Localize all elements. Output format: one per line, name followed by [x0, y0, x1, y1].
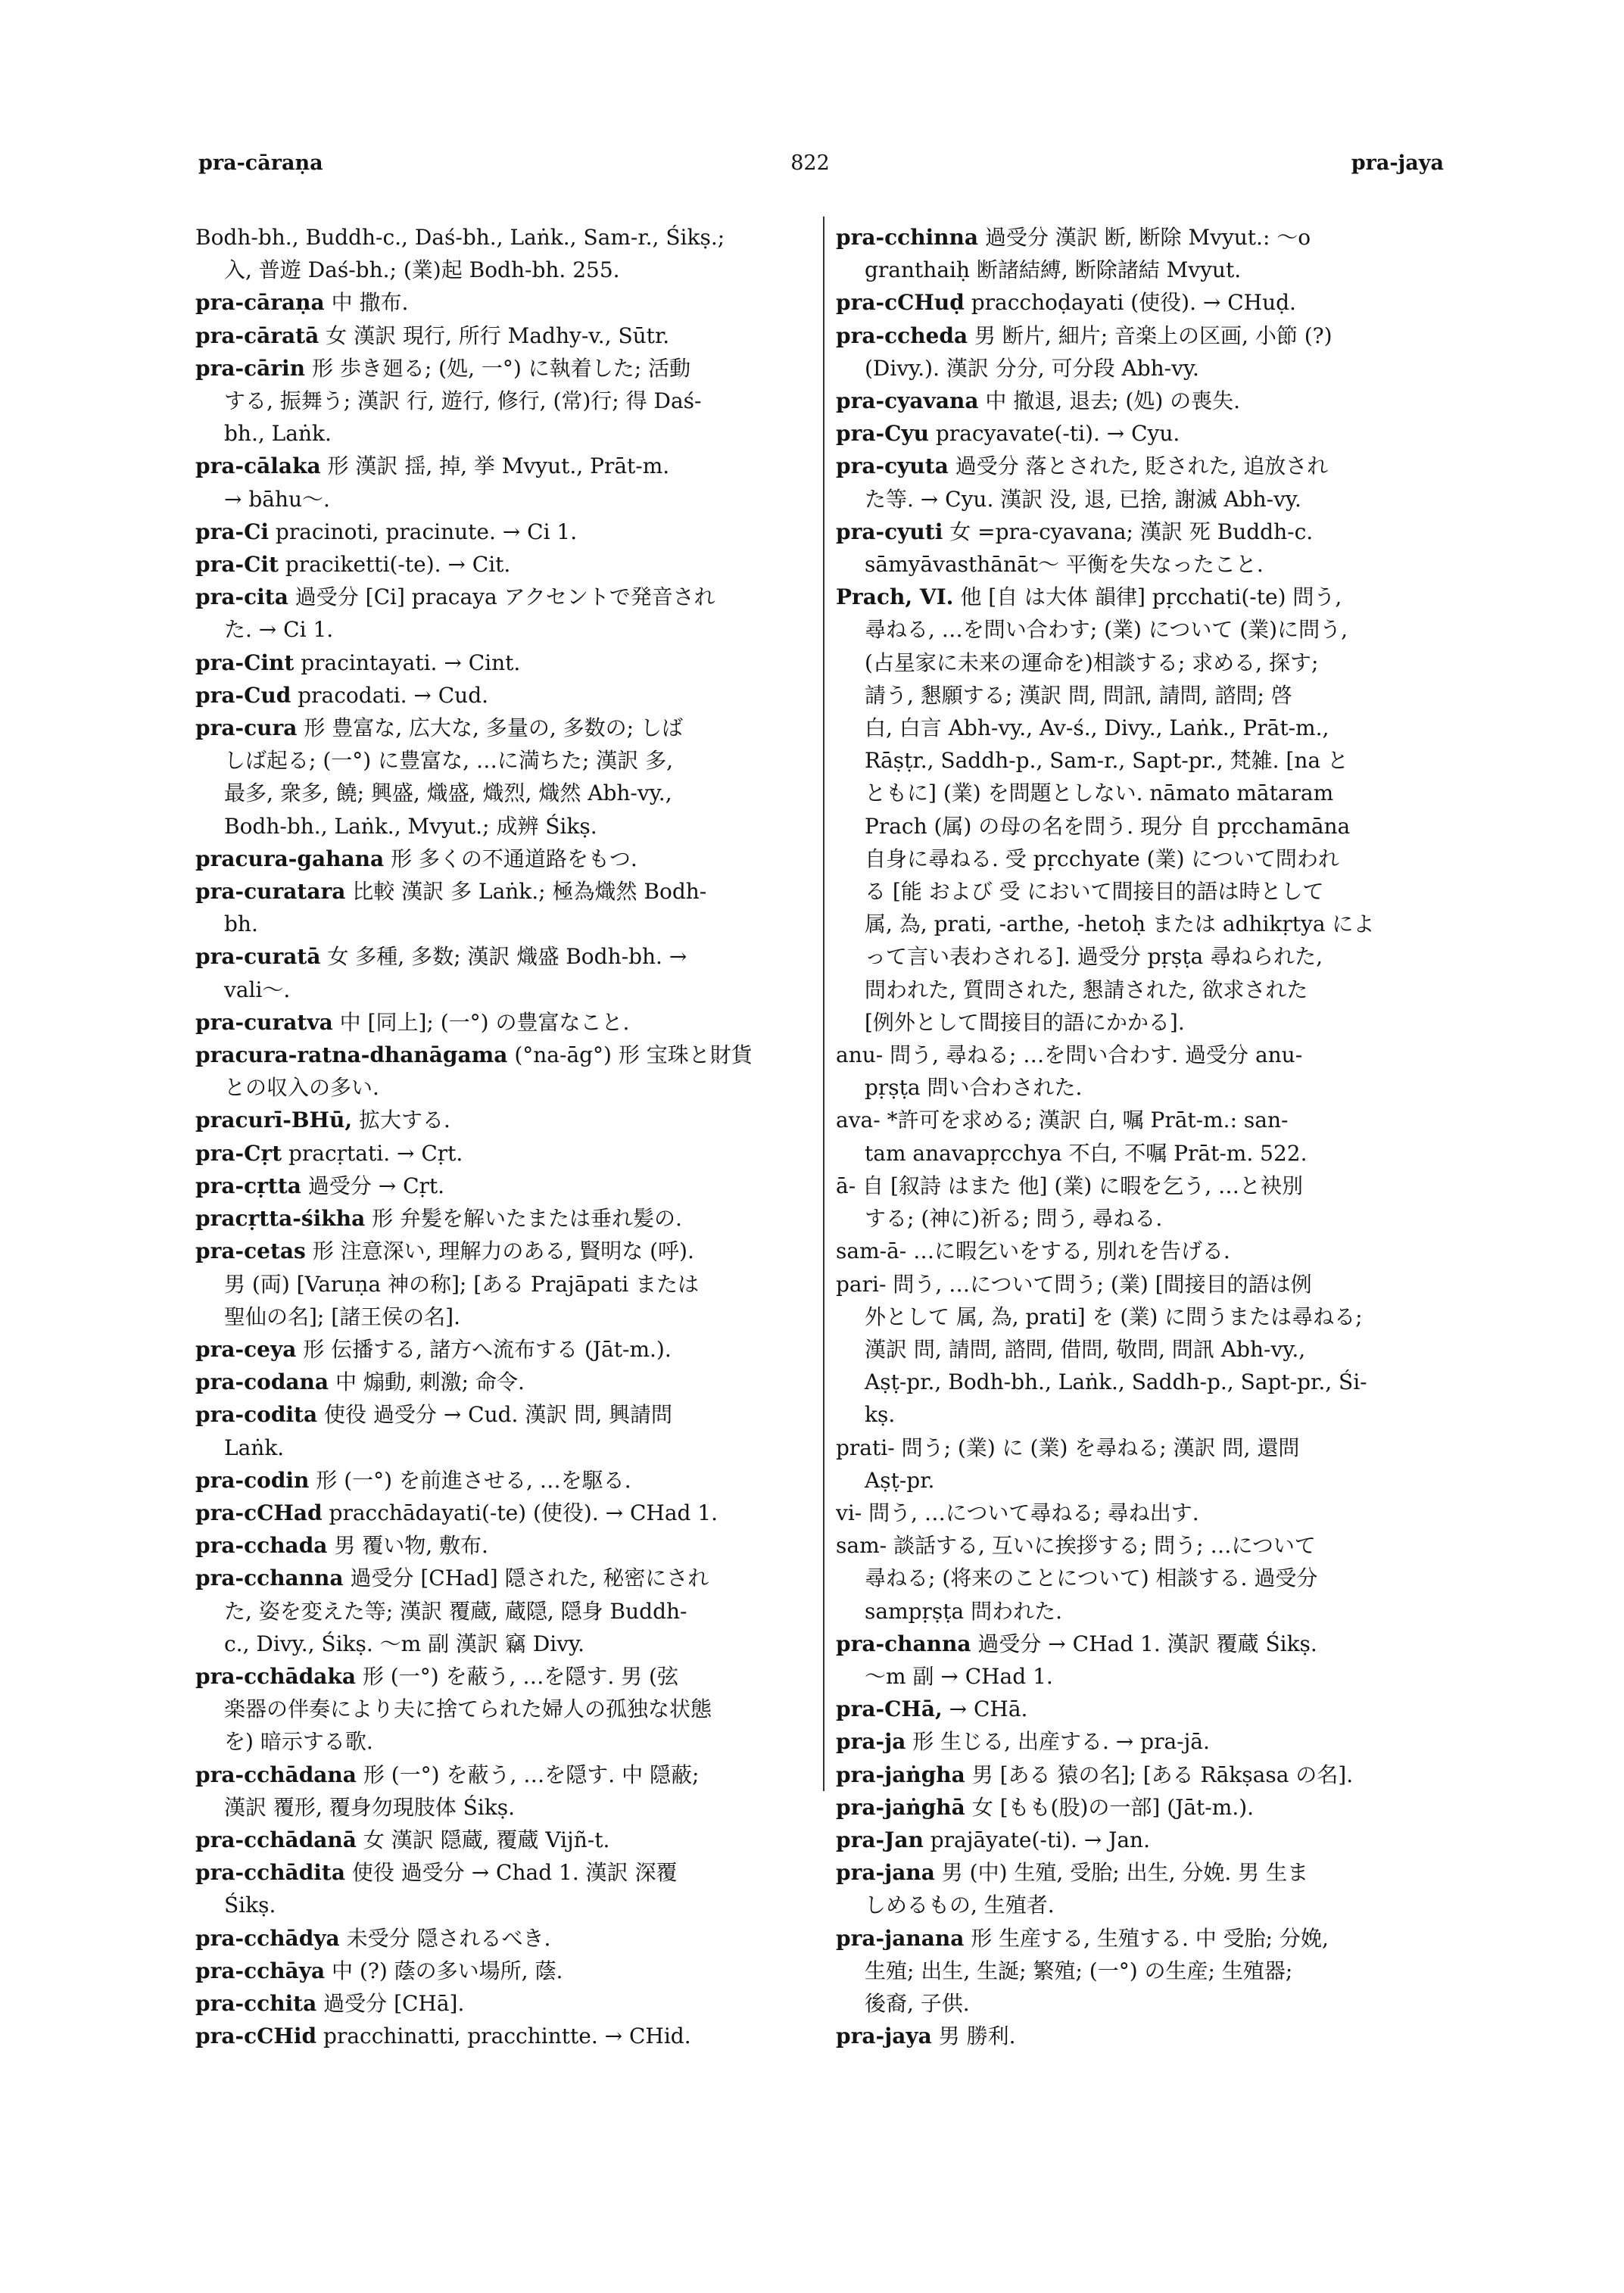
dictionary-entry: [836, 1725, 1451, 1758]
dictionary-entry: [195, 679, 816, 712]
entry-text-line: 形 生産する, 生殖する. 中 受胎; 分娩,: [971, 1925, 1329, 1951]
dictionary-entry: [836, 2020, 1451, 2052]
dictionary-entry: [195, 548, 816, 581]
entry-text-line: 形 (一°) を蔽う, …を隠す. 中 隠蔽;: [363, 1762, 700, 1787]
entry-headword: pra-cyavana: [836, 388, 979, 414]
entry-text-line: 聖仙の名]; [諸王侯の名].: [224, 1304, 461, 1329]
dictionary-entry: [195, 1235, 816, 1333]
entry-text-line: た, 姿を変えた等; 漢訳 覆蔵, 蔵隠, 隠身 Buddh-: [224, 1598, 687, 1624]
dictionary-entry: [836, 1432, 1451, 1497]
dictionary-entry: [195, 1464, 816, 1497]
entry-text-line: 男 覆い物, 敷布.: [334, 1533, 488, 1559]
entry-text-line: prajāyate(-ti). → Jan.: [930, 1827, 1150, 1852]
entry-text-line: 女 =pra-cyavana; 漢訳 死 Buddh-c.: [949, 519, 1314, 544]
entry-headword: pra-Jan: [836, 1827, 924, 1852]
entry-text-line: る [能 および 受 において間接目的語は時として: [865, 879, 1324, 905]
entry-text-line: 過受分 → CHad 1. 漢訳 覆蔵 Śikṣ.: [977, 1631, 1317, 1656]
entry-text-line: 形 多くの不通道路をもつ.: [391, 846, 637, 871]
entry-text-line: 請う, 懇願する; 漢訳 問, 問訊, 請問, 諮問; 啓: [865, 682, 1292, 708]
entry-headword: pra-Cyu: [836, 421, 930, 447]
entry-text-line: pari- 問う, …について問う; (業) [間接目的語は例: [836, 1271, 1312, 1297]
entry-text-line: 尋ねる; (将来のことについて) 相談する. 過受分: [865, 1566, 1318, 1591]
entry-text-line: 外として 属, 為, prati] を (業) に問うまたは尋ねる;: [865, 1304, 1363, 1329]
entry-text-line: 形 弁髪を解いたまたは垂れ髪の.: [372, 1206, 682, 1232]
entry-headword: pra-jana: [836, 1860, 935, 1886]
entry-headword: pra-cita: [195, 584, 288, 610]
dictionary-entry: [836, 1039, 1451, 1104]
entry-text-line: 問われた, 質問された, 懇請された, 欲求された: [865, 977, 1308, 1002]
entry-headword: pra-codana: [195, 1369, 329, 1395]
entry-text-line: granthaiḥ 断諸結縛, 断除諸結 Mvyut.: [865, 257, 1242, 283]
entry-text-line: Laṅk.: [224, 1435, 285, 1460]
entry-text-line: (占星家に未来の運命を)相談する; 求める, 探す;: [865, 650, 1319, 675]
entry-text-line: bh., Laṅk.: [224, 421, 332, 447]
entry-text-line: pracṛtati. → Cṛt.: [288, 1140, 463, 1166]
page-number: 822: [790, 151, 830, 175]
entry-text-line: vi- 問う, …について尋ねる; 尋ね出す.: [836, 1500, 1199, 1525]
entry-headword: pra-janana: [836, 1925, 965, 1951]
entry-text-line: 尋ねる, …を問い合わす; (業) について (業)に問う,: [865, 617, 1348, 643]
entry-text-line: 過受分 [Ci] pracaya アクセントで発音され: [295, 584, 715, 610]
entry-headword: pra-ja: [836, 1729, 906, 1755]
entry-headword: pra-cchita: [195, 1990, 317, 2016]
dictionary-entry: [836, 516, 1451, 581]
entry-headword: pra-cetas: [195, 1238, 306, 1264]
entry-text-line: praciketti(-te). → Cit.: [285, 552, 511, 578]
entry-text-line: 男 (中) 生殖, 受胎; 出生, 分娩. 男 生ま: [941, 1860, 1309, 1886]
entry-headword: pra-cCHad: [195, 1500, 323, 1525]
dictionary-entry: [195, 1562, 816, 1660]
entry-headword: pra-Cud: [195, 682, 291, 708]
entry-text-line: 使役 過受分 → Cud. 漢訳 問, 興請問: [324, 1402, 673, 1428]
entry-text-line: pracchinatti, pracchintte. → CHid.: [323, 2024, 691, 2049]
dictionary-entry: [195, 1170, 816, 1202]
entry-text-line: 女 漢訳 隠蔵, 覆蔵 Vijñ-t.: [363, 1827, 610, 1852]
entry-text-line: 過受分 漢訳 断, 断除 Mvyut.: ～o: [984, 225, 1311, 250]
dictionary-entry: [195, 940, 816, 1005]
dictionary-entry: [195, 352, 816, 450]
entry-text-line: anu- 問う, 尋ねる; …を問い合わす. 過受分 anu-: [836, 1042, 1303, 1068]
entry-text-line: 比較 漢訳 多 Laṅk.; 極為熾然 Bodh-: [352, 879, 707, 905]
entry-headword: pra-cchādya: [195, 1925, 340, 1951]
entry-text-line: 形 生じる, 出産する. → pra-jā.: [912, 1729, 1210, 1755]
entry-text-line: pracyavate(-ti). → Cyu.: [935, 421, 1180, 447]
dictionary-entry: [195, 581, 816, 646]
entry-headword: pracurī-BHū,: [195, 1108, 353, 1133]
entry-headword: Prach, VI.: [836, 584, 954, 610]
entry-headword: pra-jaṅghā: [836, 1794, 965, 1820]
dictionary-entry: [195, 516, 816, 548]
dictionary-entry: [195, 1333, 816, 1366]
entry-headword: pra-jaya: [836, 2024, 932, 2049]
entry-headword: pra-cCHid: [195, 2024, 317, 2049]
dictionary-entry: [836, 581, 1451, 1039]
entry-text-line: 他 [自 は大体 韻律] pṛcchati(-te) 問う,: [960, 584, 1342, 610]
entry-text-line: Aṣṭ-pr., Bodh-bh., Laṅk., Saddh-p., Sapt-pr., Śi-: [865, 1369, 1367, 1395]
dictionary-entry: [195, 1955, 816, 1987]
entry-text-line: って言い表わされる]. 過受分 pṛṣṭa 尋ねられた,: [865, 944, 1323, 970]
entry-headword: pra-Cit: [195, 552, 279, 578]
dictionary-entry: [836, 1235, 1451, 1267]
dictionary-entry: [836, 1791, 1451, 1824]
dictionary-entry: [836, 1759, 1451, 1791]
entry-headword: pra-cṛtta: [195, 1173, 301, 1198]
entry-text-line: する; (神に)祈る; 問う, 尋ねる.: [865, 1206, 1163, 1232]
entry-text-line: sam- 談話する, 互いに挨拶する; 問う; …について: [836, 1533, 1316, 1559]
entry-headword: pra-cchādanā: [195, 1827, 357, 1852]
entry-text-line: Bodh-bh., Laṅk., Mvyut.; 成辨 Śikṣ.: [224, 813, 597, 839]
entry-text-line: prati- 問う; (業) に (業) を尋ねる; 漢訳 問, 還問: [836, 1435, 1300, 1460]
entry-text-line: [例外として間接目的語にかかる].: [865, 1009, 1185, 1035]
dictionary-entry: [836, 286, 1451, 319]
entry-text-line: 未受分 隠されるべき.: [346, 1925, 551, 1951]
dictionary-entry: [195, 2020, 816, 2052]
entry-text-line: ava- *許可を求める; 漢訳 白, 嘱 Prāt-m.: san-: [836, 1108, 1289, 1133]
entry-headword: pra-cyuta: [836, 453, 949, 479]
dictionary-entry: [836, 1693, 1451, 1725]
dictionary-entry: [195, 1529, 816, 1562]
entry-text-line: 漢訳 問, 請問, 諮問, 借問, 敬問, 問訊 Abh-vy.,: [865, 1336, 1306, 1362]
entry-text-line: 男 勝利.: [938, 2024, 1016, 2049]
entry-text-line: 生殖; 出生, 生誕; 繁殖; (一°) の生産; 生殖器;: [865, 1958, 1293, 1983]
entry-headword: pra-cchādita: [195, 1860, 345, 1886]
entry-headword: pra-Ci: [195, 519, 270, 544]
dictionary-entry: [836, 1628, 1451, 1693]
entry-headword: pra-ccheda: [836, 322, 968, 348]
dictionary-entry: [836, 1824, 1451, 1856]
entry-text-line: 拡大する.: [359, 1108, 450, 1133]
entry-text-line: 中 撤退, 退去; (処) の喪失.: [985, 388, 1241, 414]
dictionary-entry: [836, 450, 1451, 515]
dictionary-entry: [836, 1529, 1451, 1628]
entry-text-line: 形 豊富な, 広大な, 多量の, 多数の; しば: [304, 715, 683, 741]
entry-text-line: 最多, 衆多, 饒; 興盛, 熾盛, 熾烈, 熾然 Abh-vy.,: [224, 780, 672, 806]
entry-text-line: を) 暗示する歌.: [224, 1729, 373, 1755]
entry-headword: pracura-ratna-dhanāgama: [195, 1042, 508, 1068]
entry-text-line: 女 多種, 多数; 漢訳 熾盛 Bodh-bh. →: [327, 944, 687, 970]
entry-text-line: pracchādayati(-te) (使役). → CHad 1.: [329, 1500, 718, 1525]
entry-headword: pra-cchinna: [836, 225, 979, 250]
dictionary-entry: [195, 286, 816, 319]
entry-headword: pra-cchada: [195, 1533, 328, 1559]
dictionary-entry: [195, 1759, 816, 1824]
entry-text-line: 楽器の伴奏により夫に捨てられた婦人の孤独な状態: [224, 1696, 712, 1722]
dictionary-entry: [836, 319, 1451, 385]
entry-headword: pra-cchādaka: [195, 1663, 356, 1689]
entry-text-line: vali～.: [224, 977, 291, 1002]
entry-text-line: 形 (一°) を前進させる, …を駆る.: [316, 1467, 631, 1493]
entry-text-line: pracinoti, pracinute. → Ci 1.: [275, 519, 578, 544]
entry-headword: pra-cārin: [195, 355, 306, 381]
entry-text-line: tam anavapṛcchya 不白, 不嘱 Prāt-m. 522.: [865, 1140, 1308, 1166]
entry-headword: pra-CHā,: [836, 1696, 943, 1722]
dictionary-entry: [195, 1398, 816, 1463]
entry-text-line: 形 注意深い, 理解力のある, 賢明な (呼).: [312, 1238, 694, 1264]
entry-text-line: 形 (一°) を蔽う, …を隠す. 男 (弦: [362, 1663, 678, 1689]
entry-text-line: 形 漢訳 揺, 掉, 挙 Mvyut., Prāt-m.: [327, 453, 670, 479]
dictionary-entry: [195, 319, 816, 352]
entry-headword: pra-codin: [195, 1467, 310, 1493]
dictionary-entry: [195, 875, 816, 940]
entry-headword: pra-cchanna: [195, 1566, 344, 1591]
entry-text-line: ā- 自 [叙詩 はまた 他] (業) に暇を乞う, …と袂別: [836, 1173, 1304, 1198]
entry-headword: pra-jaṅgha: [836, 1762, 965, 1787]
entry-text-line: 白, 白言 Abh-vy., Av-ś., Divy., Laṅk., Prāt-m.,: [865, 715, 1329, 741]
dictionary-entry: [836, 221, 1451, 286]
entry-text-line: ともに] (業) を問題としない. nāmato mātaram: [865, 780, 1334, 806]
entry-text-line: pracodati. → Cud.: [298, 682, 489, 708]
entry-headword: pra-cyuti: [836, 519, 943, 544]
dictionary-entry: [836, 1497, 1451, 1529]
entry-text-line: 形 伝播する, 諸方へ流布する (Jāt-m.).: [303, 1336, 672, 1362]
entry-text-line: → bāhu～.: [224, 486, 330, 512]
entry-text-line: 過受分 [CHad] 隠された, 秘密にされ: [350, 1566, 709, 1591]
dictionary-entry: [195, 1824, 816, 1856]
entry-text-line: (Divy.). 漢訳 分分, 可分段 Abh-vy.: [865, 355, 1199, 381]
entry-text-line: た等. → Cyu. 漢訳 没, 退, 已捨, 謝滅 Abh-vy.: [865, 486, 1301, 512]
dictionary-entry: [836, 417, 1451, 450]
entry-text-line: ～m 副 → CHad 1.: [865, 1663, 1053, 1689]
dictionary-entry: [836, 1856, 1451, 1921]
dictionary-entry: [195, 1137, 816, 1170]
entry-headword: pra-channa: [836, 1631, 971, 1656]
entry-text-line: しば起る; (一°) に豊富な, …に満ちた; 漢訳 多,: [224, 748, 674, 774]
entry-text-line: pracchoḍayati (使役). → CHuḍ.: [971, 290, 1296, 316]
entry-headword: pra-Cint: [195, 650, 295, 675]
entry-text-line: 中 (?) 蔭の多い場所, 蔭.: [332, 1958, 563, 1983]
entry-text-line: 過受分 落とされた, 貶された, 追放され: [955, 453, 1329, 479]
dictionary-entry: [195, 646, 816, 679]
entry-text-line: 中 煽動, 刺激; 命令.: [335, 1369, 525, 1395]
entry-text-line: kṣ.: [865, 1402, 896, 1428]
right-column: [836, 221, 1451, 2052]
dictionary-entry: [836, 1104, 1451, 1169]
entry-text-line: pracintayati. → Cint.: [301, 650, 521, 675]
entry-headword: pra-curatara: [195, 879, 346, 905]
entry-headword: pra-Cṛt: [195, 1140, 282, 1166]
dictionary-entry: [195, 1856, 816, 1921]
dictionary-entry: [195, 1987, 816, 2020]
entry-headword: pra-cāratā: [195, 322, 320, 348]
entry-headword: pracṛtta-śikha: [195, 1206, 366, 1232]
entry-text-line: との収入の多い.: [224, 1075, 379, 1101]
left-column: [195, 221, 816, 2052]
entry-headword: pra-cura: [195, 715, 298, 741]
running-head-right: pra-jaya: [1351, 151, 1444, 175]
dictionary-entry: [836, 1170, 1451, 1235]
entry-text-line: しめるもの, 生殖者.: [865, 1893, 1055, 1918]
dictionary-entry: [836, 1922, 1451, 2020]
dictionary-entry: [195, 843, 816, 875]
dictionary-entry: [195, 1660, 816, 1759]
entry-text-line: 男 断片, 細片; 音楽上の区画, 小節 (?): [974, 322, 1333, 348]
dictionary-entry: [195, 712, 816, 843]
entry-text-line: Rāṣṭr., Saddh-p., Sam-r., Sapt-pr., 梵雑. [na と: [865, 748, 1348, 774]
entry-text-line: 形 歩き廻る; (処, 一°) に執着した; 活動: [311, 355, 691, 381]
entry-text-line: 中 撒布.: [331, 290, 409, 316]
entry-headword: pra-codita: [195, 1402, 318, 1428]
dictionary-entry: [195, 1366, 816, 1398]
entry-text-line: c., Divy., Śikṣ. ～m 副 漢訳 竊 Divy.: [224, 1631, 585, 1656]
dictionary-entry: [195, 221, 816, 286]
entry-text-line: 後裔, 子供.: [865, 1990, 970, 2016]
entry-text-line: 中 [同上]; (一°) の豊富なこと.: [339, 1009, 630, 1035]
entry-text-line: 過受分 → Cṛt.: [307, 1173, 445, 1198]
entry-text-line: Śikṣ.: [224, 1893, 276, 1918]
entry-text-line: Prach (属) の母の名を問う. 現分 自 pṛcchamāna: [865, 813, 1351, 839]
entry-text-line: 過受分 [CHā].: [323, 1990, 465, 2016]
entry-text-line: 女 [もも(股)の一部] (Jāt-m.).: [971, 1794, 1255, 1820]
dictionary-entry: [195, 1497, 816, 1529]
entry-text-line: 自身に尋ねる. 受 pṛcchyate (業) について問われ: [865, 846, 1339, 871]
entry-headword: pra-ceya: [195, 1336, 297, 1362]
entry-text-line: → CHā.: [949, 1696, 1028, 1722]
dictionary-entry: [195, 1006, 816, 1039]
entry-text-line: 女 漢訳 現行, 所行 Madhy-v., Sūtr.: [326, 322, 670, 348]
entry-text-line: 属, 為, prati, -arthe, -hetoḥ または adhikṛtya によ: [865, 911, 1375, 937]
entry-text-line: Bodh-bh., Buddh-c., Daś-bh., Laṅk., Sam-r., Śikṣ.;: [195, 225, 725, 250]
entry-text-line: 使役 過受分 → Chad 1. 漢訳 深覆: [351, 1860, 678, 1886]
entry-text-line: 入, 普遊 Daś-bh.; (業)起 Bodh-bh. 255.: [224, 257, 620, 283]
dictionary-entry: [195, 1104, 816, 1136]
entry-text-line: 男 [ある 猿の名]; [ある Rākṣasa の名].: [971, 1762, 1354, 1787]
entry-text-line: 漢訳 覆形, 覆身勿現肢体 Śikṣ.: [224, 1794, 515, 1820]
entry-text-line: pṛṣṭa 問い合わされた.: [865, 1075, 1083, 1101]
entry-text-line: た. → Ci 1.: [224, 617, 334, 643]
dictionary-entry: [195, 450, 816, 515]
dictionary-entry: [195, 1922, 816, 1955]
entry-text-line: する, 振舞う; 漢訳 行, 遊行, 修行, (常)行; 得 Daś-: [224, 388, 702, 414]
entry-headword: pra-cālaka: [195, 453, 321, 479]
dictionary-entry: [836, 385, 1451, 417]
entry-text-line: bh.: [224, 911, 258, 937]
dictionary-entry: [195, 1202, 816, 1235]
entry-text-line: 男 (両) [Varuṇa 神の称]; [ある Prajāpati または: [224, 1271, 700, 1297]
entry-headword: pra-curatā: [195, 944, 321, 970]
running-head-left: pra-cāraṇa: [198, 151, 323, 175]
column-divider: [823, 217, 824, 1791]
entry-text-line: sampṛṣṭa 問われた.: [865, 1598, 1063, 1624]
entry-text-line: sāmyāvasthānāt～ 平衡を失なったこと.: [865, 552, 1264, 578]
entry-headword: pra-curatva: [195, 1009, 333, 1035]
entry-headword: pra-cāraṇa: [195, 290, 325, 316]
entry-text-line: Aṣṭ-pr.: [865, 1467, 935, 1493]
entry-headword: pracura-gahana: [195, 846, 385, 871]
entry-headword: pra-cchāya: [195, 1958, 326, 1983]
entry-text-line: (°na-āg°) 形 宝珠と財貨: [514, 1042, 753, 1068]
dictionary-entry: [195, 1039, 816, 1104]
dictionary-entry: [836, 1268, 1451, 1432]
entry-headword: pra-cCHuḍ: [836, 290, 965, 316]
entry-headword: pra-cchādana: [195, 1762, 357, 1787]
entry-text-line: sam-ā- …に暇乞いをする, 別れを告げる.: [836, 1238, 1230, 1264]
